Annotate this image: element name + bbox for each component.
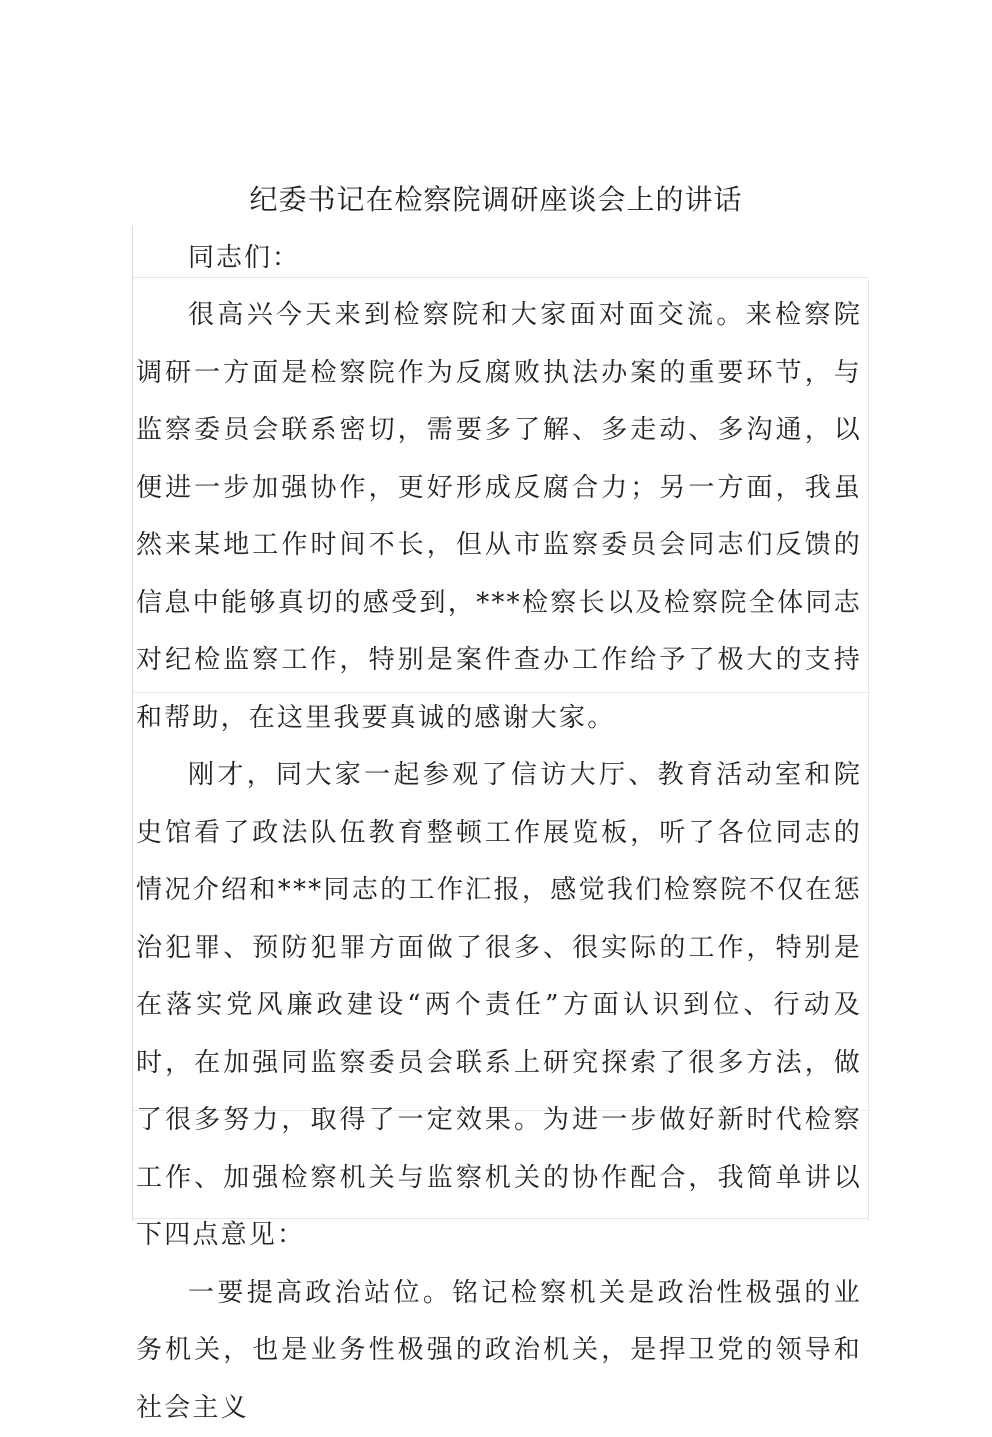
paragraph-point-one: 一要提高政治站位。铭记检察机关是政治性极强的业务机关，也是业务性极强的政治机关，是捍卫党的领导和社会主义 <box>136 1265 862 1437</box>
document-title: 纪委书记在检察院调研座谈会上的讲话 <box>0 180 992 220</box>
document-body <box>136 230 862 1437</box>
frame-line-left <box>132 226 133 1221</box>
frame-line-right <box>868 280 869 1221</box>
paragraph-observations: 刚才，同大家一起参观了信访大厅、教育活动室和院史馆看了政法队伍教育整顿工作展览板，听了各位同志的情况介绍和***同志的工作汇报，感觉我们检察院不仅在惩治犯罪、预防犯罪方面做了很多、很实际的工作，特别是在落实党风廉政建设“两个责任”方面认识到位、行动及时，在加强同监察委员会联系上研究探索了很多方法，做了很多努力，取得了一定效果。为进一步做好新时代检察工作、加强检察机关与监察机关的协作配合，我简单讲以下四点意见： <box>136 747 862 1265</box>
paragraph-opening: 很高兴今天来到检察院和大家面对面交流。来检察院调研一方面是检察院作为反腐败执法办案的重要环节，与监察委员会联系密切，需要多了解、多走动、多沟通，以便进一步加强协作，更好形成反腐合力；另一方面，我虽然来某地工作时间不长，但从市监察委员会同志们反馈的信息中能够真切的感受到，***检察长以及检察院全体同志对纪检监察工作，特别是案件查办工作给予了极大的支持和帮助，在这里我要真诚的感谢大家。 <box>136 287 862 747</box>
salutation: 同志们： <box>136 230 862 287</box>
